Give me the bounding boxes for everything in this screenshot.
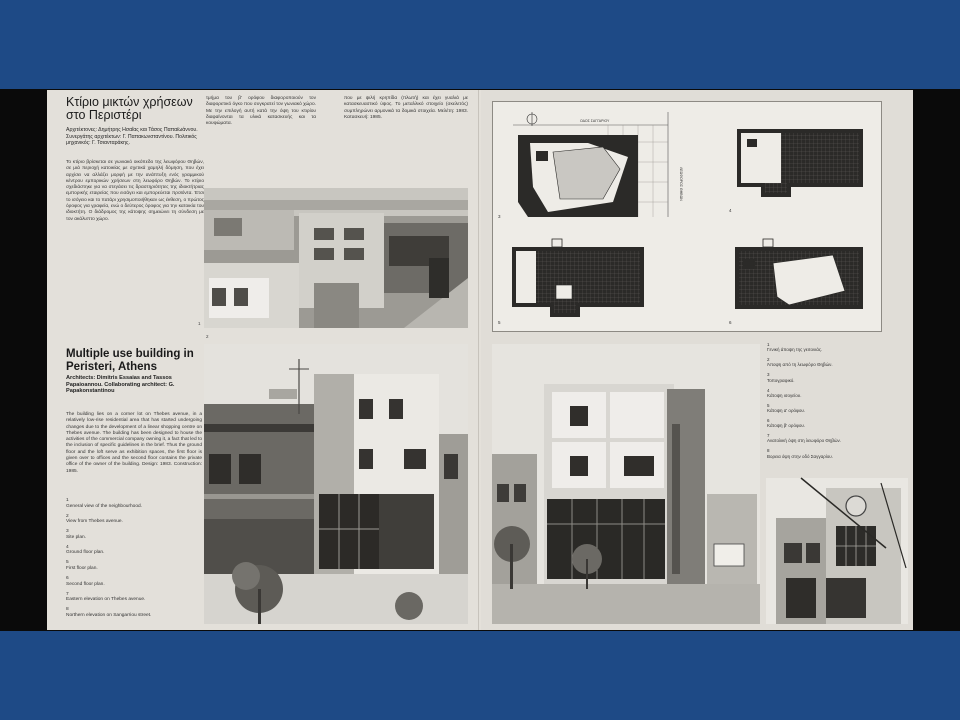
english-body: The building lies on a corner lot on Thebes avenue, in a relatively low-rise residential area that has started undergoing changes due to the development of a linear shopping centre on Thebes avenue. The building has been designed to house the activities of the commercial company owning it, a fact that led to the inclusion of specific guidelines in the brief. Thus the ground floor and the loft serve as exhibition spaces, the first floor is given over to offices and the second floor contains the private office of the owner of the building. Design: 1983. Construction: 1985. [66, 412, 202, 474]
caption-item: 1 Γενική άποψη της γειτονιάς. [767, 342, 823, 353]
caption-item: 3 Site plan. [66, 529, 87, 540]
plan-number-4: 4 [729, 208, 732, 213]
greek-credits: Αρχιτέκτονες: Δημήτρης Ησαΐας και Τάσος Παπαϊωάννου. Συνεργάτης αρχιτέκτων: Γ. Παπακωνσταντίνου. Πολιτικός μηχανικός: Γ. Τσιανταράκης. [66, 127, 198, 147]
greek-caption-list [767, 342, 907, 464]
english-credits: Architects: Dimitris Essaias and Tassos Papaioannou. Collaborating architect: G. Papakonstantinou [66, 375, 175, 394]
slide-top-band [0, 0, 960, 89]
caption-item: 8 Northern elevation on Sangarriou street. [66, 607, 152, 618]
site-street-label: ΟΔΟΣ ΣΑΓΓΑΡΙΟΥ [580, 119, 610, 123]
caption-item: 5 Κάτοψη α' ορόφου. [767, 402, 806, 413]
first-floor-plan-drawing [510, 237, 648, 322]
site-plan-drawing [508, 107, 698, 219]
magazine-spread [47, 90, 913, 630]
caption-item: 6 Second floor plan. [66, 575, 105, 587]
caption-item: 7 Ανατολική όψη στη λεωφόρο Θηβών. [767, 433, 842, 444]
site-avenue-label: ΛΕΩΦΟΡΟΣ ΘΗΒΩΝ [679, 167, 683, 201]
ground-floor-plan-drawing [733, 127, 867, 211]
caption-item: 1 General view of the neighbourhood. [66, 498, 143, 509]
caption-item: 5 First floor plan. [66, 560, 98, 571]
figure-number-1: 1 [198, 321, 201, 326]
figure-number-2: 2 [206, 334, 209, 339]
english-title: Multiple use building in Peristeri, Athens [66, 348, 194, 373]
greek-title: Κτίριο μικτών χρήσεων στο Περιστέρι [66, 95, 193, 122]
plan-number-5: 5 [498, 320, 501, 325]
floor-plans-panel [492, 101, 882, 332]
english-caption-list [66, 498, 204, 623]
plan-number-6: 6 [729, 320, 732, 325]
greek-body-column-2: τμήμα του β' ορόφου διαφοροποιούν τον διαφορετικό όγκο που συγκρατεί τον γωνιακό χώρο. Με την επιλογή αυτή κατά την όψη του κτιρίου διαφαίνονται τα υλικά κατασκευής και τα κουφώματα. [206, 96, 316, 127]
plan-number-3: 3 [498, 214, 501, 219]
greek-body-column-1: Το κτίριο βρίσκεται σε γωνιακό οικόπεδο της λεωφόρου Θηβών, σε μιά περιοχή κατοικίας με σχετικά χαμηλή δόμηση, που έχει αρχίσει να αλλάζει μορφή με την ανάπτυξη ενός γραμμικού κέντρου εμπορικών χρήσεων στη λεωφόρο Θηβών. Το κτίριο σχεδιάστηκε για να στεγάσει τις δραστηριότητες της ιδιοκτήτριας εμπορικής εταιρείας που εισάγει και εμπορεύεται προϊόντα. Έτσι το ισόγειο και το πατάρι χρησιμοποιήθηκαν ως έκθεση, ο πρώτος όροφος για γραφεία, ενώ ο δεύτερος όροφος για την κατοικία του ιδιοκτήτη. Ο διάδρομος της κάτοψης σημειώνει τη σύνδεση με τον ακάλυπτο χώρο. [66, 160, 204, 222]
photo-northern-elevation [766, 478, 908, 624]
caption-item: 2 Άποψη από τη λεωφόρο Θηβών. [767, 357, 833, 368]
caption-item: 8 Βορεια όψη στην οδό Σαγγαρίου. [767, 448, 833, 459]
caption-item: 4 Κάτοψη ισογείου. [767, 387, 802, 398]
photo-eastern-elevation [492, 344, 760, 624]
caption-item: 2 View from Thebes avenue. [66, 513, 123, 525]
caption-item: 6 Κάτοψη β' ορόφου. [767, 417, 806, 429]
photo-thebes-avenue-corner [204, 334, 468, 624]
caption-item: 3 Τοπογραφικό. [767, 372, 795, 383]
caption-item: 4 Ground floor plan. [66, 544, 105, 556]
right-page [481, 90, 913, 630]
second-floor-plan-drawing [733, 237, 867, 322]
left-page [47, 90, 479, 630]
caption-item: 7 Eastern elevation on Thebes avenue. [66, 591, 146, 603]
photo-neighbourhood-view [198, 188, 468, 328]
slide-bottom-band [0, 631, 960, 720]
greek-body-column-3: που με ψιλή κρηπίδα (πλωτή) και έχει γυαλιά με κατασκευαστικό ύψος. Το μεταλλικό στοιχείο (σκελετός) συμπληρώνει αρμονικά τα δομικά στοιχεία. Μελέτη: 1983. Κατασκευή: 1985. [344, 96, 468, 120]
